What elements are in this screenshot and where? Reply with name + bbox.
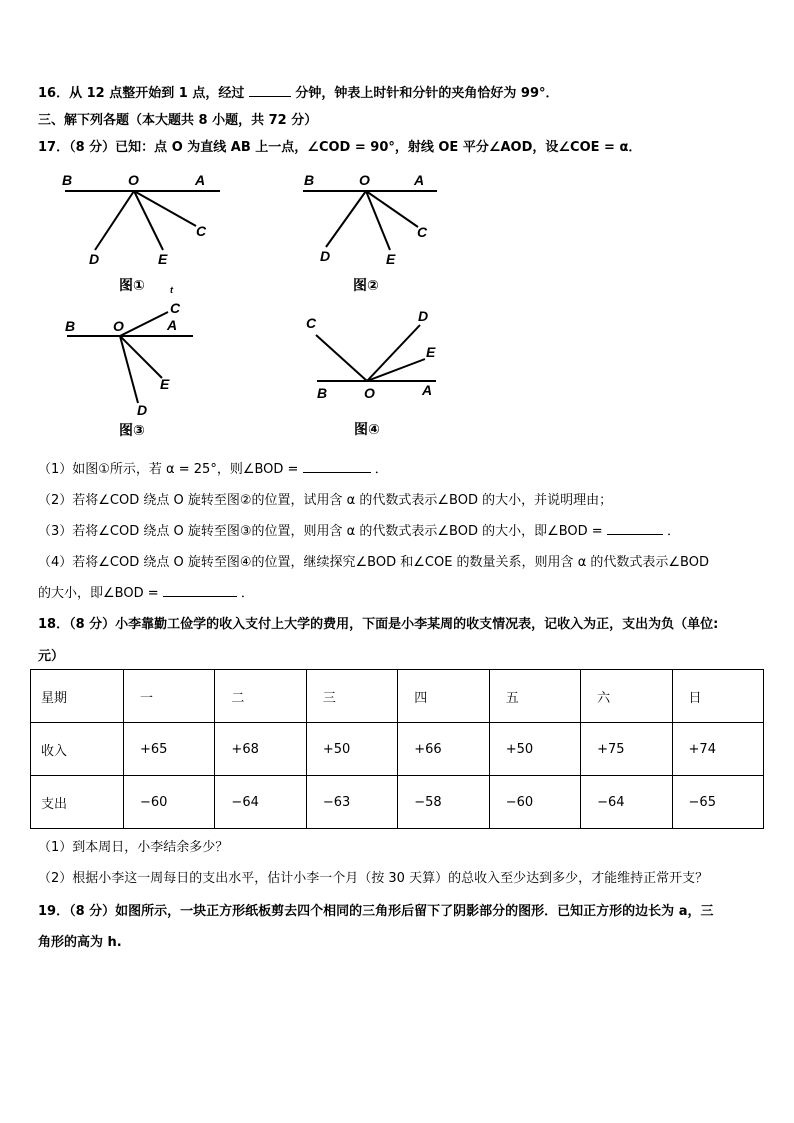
fig4-label-d: D	[418, 308, 429, 324]
fig3-label-d: D	[137, 402, 148, 418]
table-cell: 一	[124, 670, 215, 723]
question-18-line-1: 18．（8 分）小李靠勤工俭学的收入支付上大学的费用，下面是小李某周的收支情况表，记收入为正，支出为负（单位:	[38, 617, 719, 632]
fig4-label-c: C	[306, 315, 317, 331]
fig3-caption: 图③	[119, 423, 145, 439]
question-18-line-2: 元）	[38, 649, 65, 664]
q17-part-1-text: （1）如图①所示，若 α = 25°，则∠BOD =	[38, 462, 299, 477]
q18-part-1: （1）到本周日，小李结余多少？	[38, 840, 229, 855]
fig4-label-a: A	[422, 382, 433, 398]
fig1-caption: 图①	[119, 278, 145, 294]
table-cell: +68	[215, 723, 306, 776]
fig4-ray-oe	[367, 359, 425, 381]
figure-group	[0, 165, 794, 455]
question-19-line-2: 角形的高为 h.	[38, 935, 122, 950]
table-cell: +75	[581, 723, 672, 776]
section-3-heading: 三、解下列各题（本大题共 8 小题，共 72 分）	[38, 113, 318, 128]
income-expense-table	[30, 669, 764, 829]
table-cell: +50	[489, 723, 580, 776]
q17-part-4-line-1: （4）若将∠COD 绕点 O 旋转至图④的位置，继续探究∠BOD 和∠COE 的数量关系，则用含 α 的代数式表示∠BOD	[38, 555, 709, 570]
table-row-header	[31, 670, 764, 723]
table-cell: −63	[306, 776, 397, 829]
fig4-label-b: B	[317, 385, 328, 401]
fig1-label-b: B	[62, 172, 73, 188]
q17-part-4-line-2	[38, 582, 254, 601]
q17-part-3-blank	[607, 522, 663, 535]
q17-part-1-end: ．	[374, 462, 388, 477]
fig4-ray-od	[367, 325, 420, 381]
figure-1	[65, 191, 220, 250]
figure-2	[303, 191, 437, 250]
fig2-label-e: E	[386, 251, 396, 267]
fig1-label-o: O	[128, 172, 139, 188]
question-17-intro: 17．（8 分）已知：点 O 为直线 AB 上一点，∠COD = 90°，射线 OE 平分∠AOD，设∠COE = α．	[38, 140, 642, 155]
table-row-income	[31, 723, 764, 776]
table-cell: −60	[124, 776, 215, 829]
table-cell: 收入	[31, 723, 124, 776]
table-cell: −65	[672, 776, 763, 829]
q17-part-3-text: （3）若将∠COD 绕点 O 旋转至图③的位置，则用含 α 的代数式表示∠BOD 的大小，即∠BOD =	[38, 524, 603, 539]
fig3-label-c: C	[170, 300, 181, 316]
question-19-line-1: 19．（8 分）如图所示，一块正方形纸板剪去四个相同的三角形后留下了阴影部分的图形．已知正方形的边长为 a，三	[38, 904, 714, 919]
fig1-label-e: E	[158, 251, 168, 267]
table-cell: 日	[672, 670, 763, 723]
q16-suffix: 分钟，钟表上时针和分针的夹角恰好为 99°．	[295, 86, 559, 101]
fig1-ray-od	[95, 191, 134, 250]
q17-part-4-blank	[163, 584, 237, 597]
table-cell: 星期	[31, 670, 124, 723]
fig3-label-b: B	[65, 318, 76, 334]
fig2-label-o: O	[359, 172, 370, 188]
table-cell: 六	[581, 670, 672, 723]
q17-part-3	[38, 520, 680, 539]
fig2-label-c: C	[417, 224, 428, 240]
fig1-label-d: D	[89, 251, 100, 267]
fig2-caption: 图②	[353, 278, 379, 294]
fig2-label-b: B	[304, 172, 315, 188]
table-cell: 三	[306, 670, 397, 723]
table-cell: −58	[398, 776, 489, 829]
fig3-ray-oc	[120, 312, 168, 336]
table-cell: +65	[124, 723, 215, 776]
fig1-label-c: C	[196, 223, 207, 239]
q17-part-1	[38, 458, 388, 477]
table-row-expense	[31, 776, 764, 829]
table-cell: +66	[398, 723, 489, 776]
q16-prefix: 16．从 12 点整开始到 1 点，经过	[38, 86, 245, 101]
fig4-caption: 图④	[354, 422, 380, 438]
table-cell: 支出	[31, 776, 124, 829]
table-cell: +74	[672, 723, 763, 776]
fig4-label-e: E	[426, 344, 436, 360]
question-16	[38, 82, 559, 101]
fig3-label-o: O	[113, 318, 124, 334]
fig1-label-a: A	[195, 172, 206, 188]
table-cell: −64	[581, 776, 672, 829]
table-cell: 四	[398, 670, 489, 723]
fig2-ray-od	[326, 191, 366, 247]
fig3-label-a: A	[167, 317, 178, 333]
table-cell: −60	[489, 776, 580, 829]
fig1-stray-mark: t	[170, 285, 173, 295]
q16-answer-blank	[249, 84, 291, 97]
q17-part-4-text: 的大小，即∠BOD =	[38, 586, 159, 601]
fig2-label-d: D	[320, 248, 331, 264]
q17-part-2: （2）若将∠COD 绕点 O 旋转至图②的位置，试用含 α 的代数式表示∠BOD 的大小，并说明理由；	[38, 493, 613, 508]
q18-part-2: （2）根据小李这一周每日的支出水平，估计小李一个月（按 30 天算）的总收入至少达到多少，才能维持正常开支？	[38, 871, 709, 886]
q17-part-4-end: ．	[240, 586, 254, 601]
fig2-label-a: A	[414, 172, 425, 188]
table-cell: 五	[489, 670, 580, 723]
table-cell: −64	[215, 776, 306, 829]
q17-part-3-end: ．	[666, 524, 680, 539]
fig3-label-e: E	[160, 376, 170, 392]
q17-part-1-blank	[303, 460, 371, 473]
table-cell: +50	[306, 723, 397, 776]
fig4-label-o: O	[364, 385, 375, 401]
figure-4	[316, 325, 436, 381]
table-cell: 二	[215, 670, 306, 723]
fig4-ray-oc	[316, 335, 367, 381]
